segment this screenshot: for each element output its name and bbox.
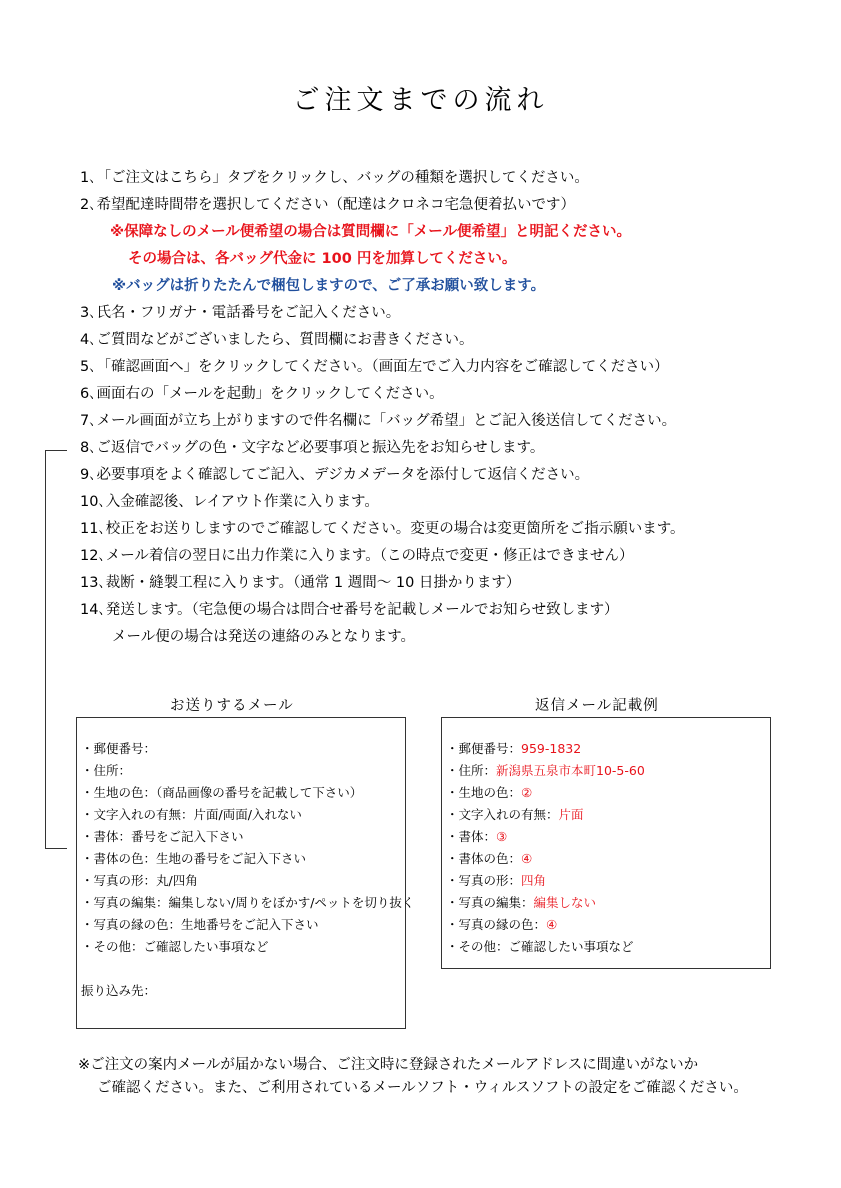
example-photo-edit-value: 編集しない — [533, 895, 597, 910]
step-4: 4､ご質問などがございましたら、質問欄にお書きください。 — [80, 332, 474, 348]
example-fabric-color — [446, 784, 532, 802]
example-lettering — [446, 806, 584, 824]
footer-note-line-1: ※ご注文の案内メールが届かない場合、ご注文時に登録されたメールアドレスに間違いがないか — [78, 1057, 699, 1073]
field-fabric-color: ・生地の色：（商品画像の番号を記載して下さい） — [81, 785, 363, 800]
bracket-bottom — [45, 848, 67, 849]
reply-example-heading: 返信メール記載例 — [535, 698, 659, 714]
field-postal: ・郵便番号： — [81, 741, 157, 756]
example-address-value: 新潟県五泉市本町10-5-60 — [496, 763, 645, 778]
example-postal-value: 959-1832 — [521, 741, 582, 756]
example-photo-border — [446, 916, 557, 934]
step-12: 12､メール着信の翌日に出力作業に入ります。（この時点で変更・修正はできません） — [80, 548, 634, 564]
step-11: 11､校正をお送りしますのでご確認してください。変更の場合は変更箇所をご指示願います。 — [80, 521, 685, 537]
step-5: 5､「確認画面へ」をクリックしてください。（画面左でご入力内容をご確認してください） — [80, 359, 669, 375]
example-fabric-color-label: ・生地の色： — [446, 785, 522, 800]
step-7: 7､メール画面が立ち上がりますので件名欄に「バッグ希望」とご記入後送信してください。 — [80, 413, 677, 429]
example-font — [446, 828, 507, 846]
example-postal — [446, 740, 581, 758]
step-3: 3､氏名・フリガナ・電話番号をご記入ください。 — [80, 305, 401, 321]
field-address: ・住所： — [81, 763, 132, 778]
field-font: ・書体：番号をご記入下さい — [81, 829, 244, 844]
example-font-color-label: ・書体の色： — [446, 851, 522, 866]
bracket-line — [45, 450, 46, 848]
step-14: 14､発送します。（宅急便の場合は問合せ番号を記載しメールでお知らせ致します） — [80, 602, 619, 618]
example-postal-label: ・郵便番号： — [446, 741, 522, 756]
reply-example-box — [441, 717, 771, 969]
example-photo-border-label: ・写真の縁の色： — [446, 917, 547, 932]
step-2-note-fee: その場合は、各バッグ代金に 100 円を加算してください。 — [128, 251, 517, 267]
step-2-note-packing: ※バッグは折りたたんで梱包しますので、ご了承お願い致します。 — [112, 278, 546, 294]
example-photo-shape-label: ・写真の形： — [446, 873, 522, 888]
step-13: 13､裁断・縫製工程に入ります。（通常 1 週間～ 10 日掛かります） — [80, 575, 521, 591]
step-2-note-mail: ※保障なしのメール便希望の場合は質問欄に「メール便希望」と明記ください。 — [110, 224, 632, 240]
example-address — [446, 762, 645, 780]
step-6: 6､画面右の「メールを起動」をクリックしてください。 — [80, 386, 444, 402]
field-photo-edit: ・写真の編集：編集しない/周りをぼかす/ペットを切り抜く — [81, 895, 415, 910]
field-lettering: ・文字入れの有無：片面/両面/入れない — [81, 807, 302, 822]
example-font-value: ③ — [496, 829, 508, 844]
example-photo-edit-label: ・写真の編集： — [446, 895, 534, 910]
field-transfer: 振り込み先： — [81, 983, 157, 998]
field-photo-shape: ・写真の形：丸/四角 — [81, 873, 198, 888]
example-font-color-value: ④ — [521, 851, 533, 866]
example-lettering-value: 片面 — [558, 807, 584, 822]
send-mail-box — [76, 717, 415, 1029]
example-address-label: ・住所： — [446, 763, 497, 778]
example-other — [446, 938, 634, 956]
step-8: 8､ご返信でバッグの色・文字など必要事項と振込先をお知らせします。 — [80, 440, 545, 456]
step-14-note: メール便の場合は発送の連絡のみとなります。 — [112, 629, 416, 645]
example-fabric-color-value: ② — [521, 785, 533, 800]
step-1: 1､「ご注文はこちら」タブをクリックし、バッグの種類を選択してください。 — [80, 170, 589, 186]
field-other: ・その他：ご確認したい事項など — [81, 939, 269, 954]
example-font-color — [446, 850, 532, 868]
footer-note-line-2: ご確認ください。また、ご利用されているメールソフト・ウィルスソフトの設定をご確認ください。 — [97, 1080, 748, 1096]
send-mail-heading: お送りするメール — [170, 698, 294, 714]
example-font-label: ・書体： — [446, 829, 497, 844]
page-title: ご注文までの流れ — [292, 85, 549, 116]
field-photo-border: ・写真の縁の色：生地番号をご記入下さい — [81, 917, 319, 932]
example-photo-border-value: ④ — [546, 917, 558, 932]
step-2: 2､希望配達時間帯を選択してください（配達はクロネコ宅急便着払いです） — [80, 197, 575, 213]
field-font-color: ・書体の色：生地の番号をご記入下さい — [81, 851, 307, 866]
step-10: 10､入金確認後、レイアウト作業に入ります。 — [80, 494, 379, 510]
example-photo-shape-value: 四角 — [521, 873, 547, 888]
bracket-top — [45, 450, 67, 451]
step-9: 9､必要事項をよく確認してご記入、デジカメデータを添付して返信ください。 — [80, 467, 590, 483]
example-lettering-label: ・文字入れの有無： — [446, 807, 559, 822]
example-other-label: ・その他：ご確認したい事項など — [446, 939, 634, 954]
example-photo-shape — [446, 872, 546, 890]
example-photo-edit — [446, 894, 596, 912]
